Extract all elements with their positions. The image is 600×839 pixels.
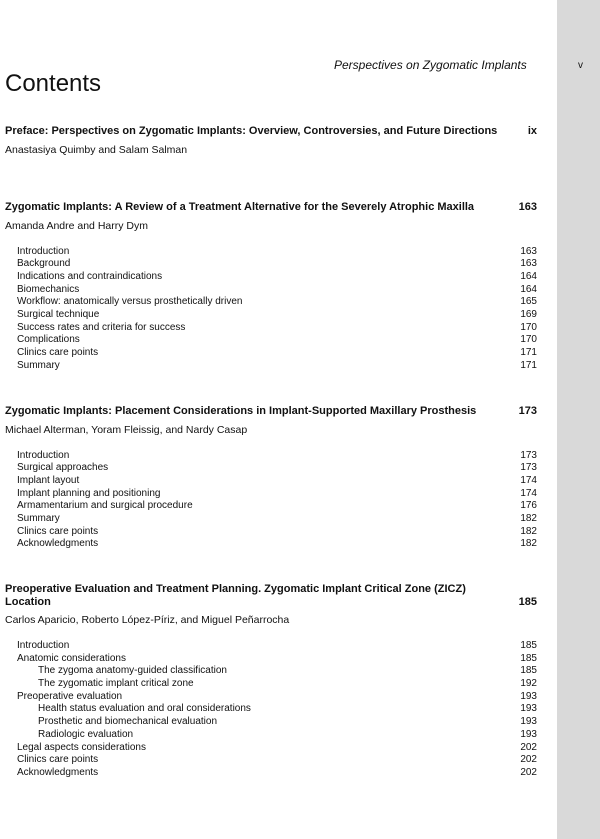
entry-label: Implant layout	[17, 474, 80, 486]
entry-label: Acknowledgments	[17, 538, 99, 550]
toc-entry[interactable]	[5, 500, 537, 513]
entry-page: 170	[520, 321, 537, 333]
toc-entry[interactable]	[5, 640, 537, 653]
entry-label: The zygoma anatomy-guided classification	[38, 665, 227, 677]
entry-page: 202	[520, 766, 537, 778]
toc-entry[interactable]	[5, 538, 537, 551]
article-authors: Anastasiya Quimby and Salam Salman	[5, 143, 188, 156]
entry-page: 163	[520, 258, 537, 270]
toc-entry[interactable]	[5, 754, 537, 767]
toc-entry[interactable]	[5, 767, 537, 780]
entry-label: Surgical approaches	[17, 462, 109, 474]
article-title-text: Preface: Perspectives on Zygomatic Implants: Overview, Controversies, and Future Directions	[5, 125, 498, 137]
toc-entry[interactable]	[5, 271, 537, 284]
entry-page: 176	[520, 500, 537, 512]
toc-entry[interactable]	[5, 347, 537, 360]
entry-page: 193	[520, 728, 537, 740]
toc-entry[interactable]	[5, 322, 537, 335]
entry-page: 185	[520, 665, 537, 677]
entry-label: Anatomic considerations	[17, 652, 126, 664]
entry-page: 192	[520, 678, 537, 690]
entry-page: 182	[520, 512, 537, 524]
article-title[interactable]	[5, 583, 537, 608]
article-page: 185	[518, 595, 537, 608]
entry-page: 193	[520, 690, 537, 702]
entry-page: 173	[520, 462, 537, 474]
entry-page: 193	[520, 716, 537, 728]
entry-page: 182	[520, 538, 537, 550]
entry-label: The zygomatic implant critical zone	[38, 678, 194, 690]
article-page: 163	[518, 201, 537, 213]
entry-label: Complications	[17, 334, 80, 346]
article-page: ix	[527, 125, 537, 137]
side-band	[557, 0, 600, 839]
page-number: v	[578, 60, 583, 71]
entry-label: Success rates and criteria for success	[17, 321, 186, 333]
entry-page: 164	[520, 270, 537, 282]
toc-article-review	[5, 201, 537, 372]
entry-label: Radiologic evaluation	[38, 728, 134, 740]
toc-entry[interactable]	[5, 653, 537, 666]
toc-entry[interactable]	[5, 488, 537, 501]
entry-label: Armamentarium and surgical procedure	[17, 500, 193, 512]
toc-subentry[interactable]	[5, 703, 537, 716]
entry-label: Acknowledgments	[17, 766, 99, 778]
entry-label: Introduction	[17, 245, 70, 257]
article-page: 173	[518, 405, 537, 417]
entry-label: Clinics care points	[17, 754, 99, 766]
entry-page: 171	[520, 359, 537, 371]
entry-label: Summary	[17, 359, 60, 371]
toc-subentry[interactable]	[5, 729, 537, 742]
entry-page: 185	[520, 640, 537, 651]
entry-label: Introduction	[17, 449, 70, 461]
entry-label: Legal aspects considerations	[17, 741, 146, 753]
toc-entry[interactable]	[5, 450, 537, 463]
toc-entry[interactable]	[5, 309, 537, 322]
toc-entry[interactable]	[5, 246, 537, 259]
entry-page: 163	[520, 245, 537, 257]
entry-page: 202	[520, 754, 537, 766]
article-title[interactable]	[5, 201, 537, 214]
section-list	[5, 450, 537, 552]
toc-entry[interactable]	[5, 475, 537, 488]
article-title[interactable]	[5, 125, 537, 138]
entry-label: Biomechanics	[17, 283, 80, 295]
article-title[interactable]	[5, 405, 537, 418]
toc-entry[interactable]	[5, 284, 537, 297]
entry-page: 170	[520, 334, 537, 346]
toc-entry[interactable]	[5, 258, 537, 271]
entry-page: 202	[520, 741, 537, 753]
toc-entry[interactable]	[5, 334, 537, 347]
page-title: Contents	[5, 70, 102, 97]
entry-label: Background	[17, 258, 71, 270]
entry-label: Clinics care points	[17, 347, 99, 358]
entry-label: Health status evaluation and oral considerations	[38, 703, 251, 715]
toc-entry[interactable]	[5, 513, 537, 526]
entry-label: Workflow: anatomically versus prosthetically driven	[17, 296, 243, 308]
toc-article-preoperative	[5, 583, 537, 780]
toc-entry[interactable]	[5, 296, 537, 309]
toc-entry[interactable]	[5, 742, 537, 755]
entry-page: 182	[520, 525, 537, 537]
entry-label: Prosthetic and biomechanical evaluation	[38, 716, 217, 728]
toc-subentry[interactable]	[5, 678, 537, 691]
toc-entry[interactable]	[5, 691, 537, 704]
entry-label: Implant planning and positioning	[17, 487, 161, 499]
section-list	[5, 246, 537, 373]
entry-label: Indications and contraindications	[17, 270, 163, 282]
entry-page: 185	[520, 652, 537, 664]
article-authors: Michael Alterman, Yoram Fleissig, and Nardy Casap	[5, 423, 248, 436]
toc-entry[interactable]	[5, 360, 537, 373]
toc-article-preface	[5, 125, 537, 156]
article-authors: Carlos Aparicio, Roberto López-Píriz, and Miguel Peñarrocha	[5, 614, 290, 626]
entry-page: 165	[520, 296, 537, 308]
entry-page: 164	[520, 283, 537, 295]
running-head: Perspectives on Zygomatic Implants	[334, 58, 527, 72]
entry-page: 173	[520, 449, 537, 461]
article-title-text: Preoperative Evaluation and Treatment Planning. Zygomatic Implant Critical Zone (ZICZ) Location	[5, 583, 466, 608]
entry-label: Preoperative evaluation	[17, 690, 123, 702]
article-title-text: Zygomatic Implants: Placement Considerations in Implant-Supported Maxillary Prosthesis	[5, 405, 477, 417]
entry-label: Summary	[17, 512, 60, 524]
article-title-text: Zygomatic Implants: A Review of a Treatment Alternative for the Severely Atrophic Maxilla	[5, 201, 475, 213]
entry-label: Introduction	[17, 640, 70, 651]
entry-page: 193	[520, 703, 537, 715]
toc-article-placement	[5, 405, 537, 551]
entry-page: 171	[520, 347, 537, 358]
entry-page: 174	[520, 474, 537, 486]
toc-subentry[interactable]	[5, 716, 537, 729]
toc-entry[interactable]	[5, 526, 537, 539]
entry-label: Clinics care points	[17, 525, 99, 537]
article-authors: Amanda Andre and Harry Dym	[5, 219, 148, 232]
toc-subentry[interactable]	[5, 665, 537, 678]
section-list	[5, 640, 537, 780]
entry-label: Surgical technique	[17, 308, 100, 320]
entry-page: 169	[520, 308, 537, 320]
entry-page: 174	[520, 487, 537, 499]
toc-entry[interactable]	[5, 462, 537, 475]
